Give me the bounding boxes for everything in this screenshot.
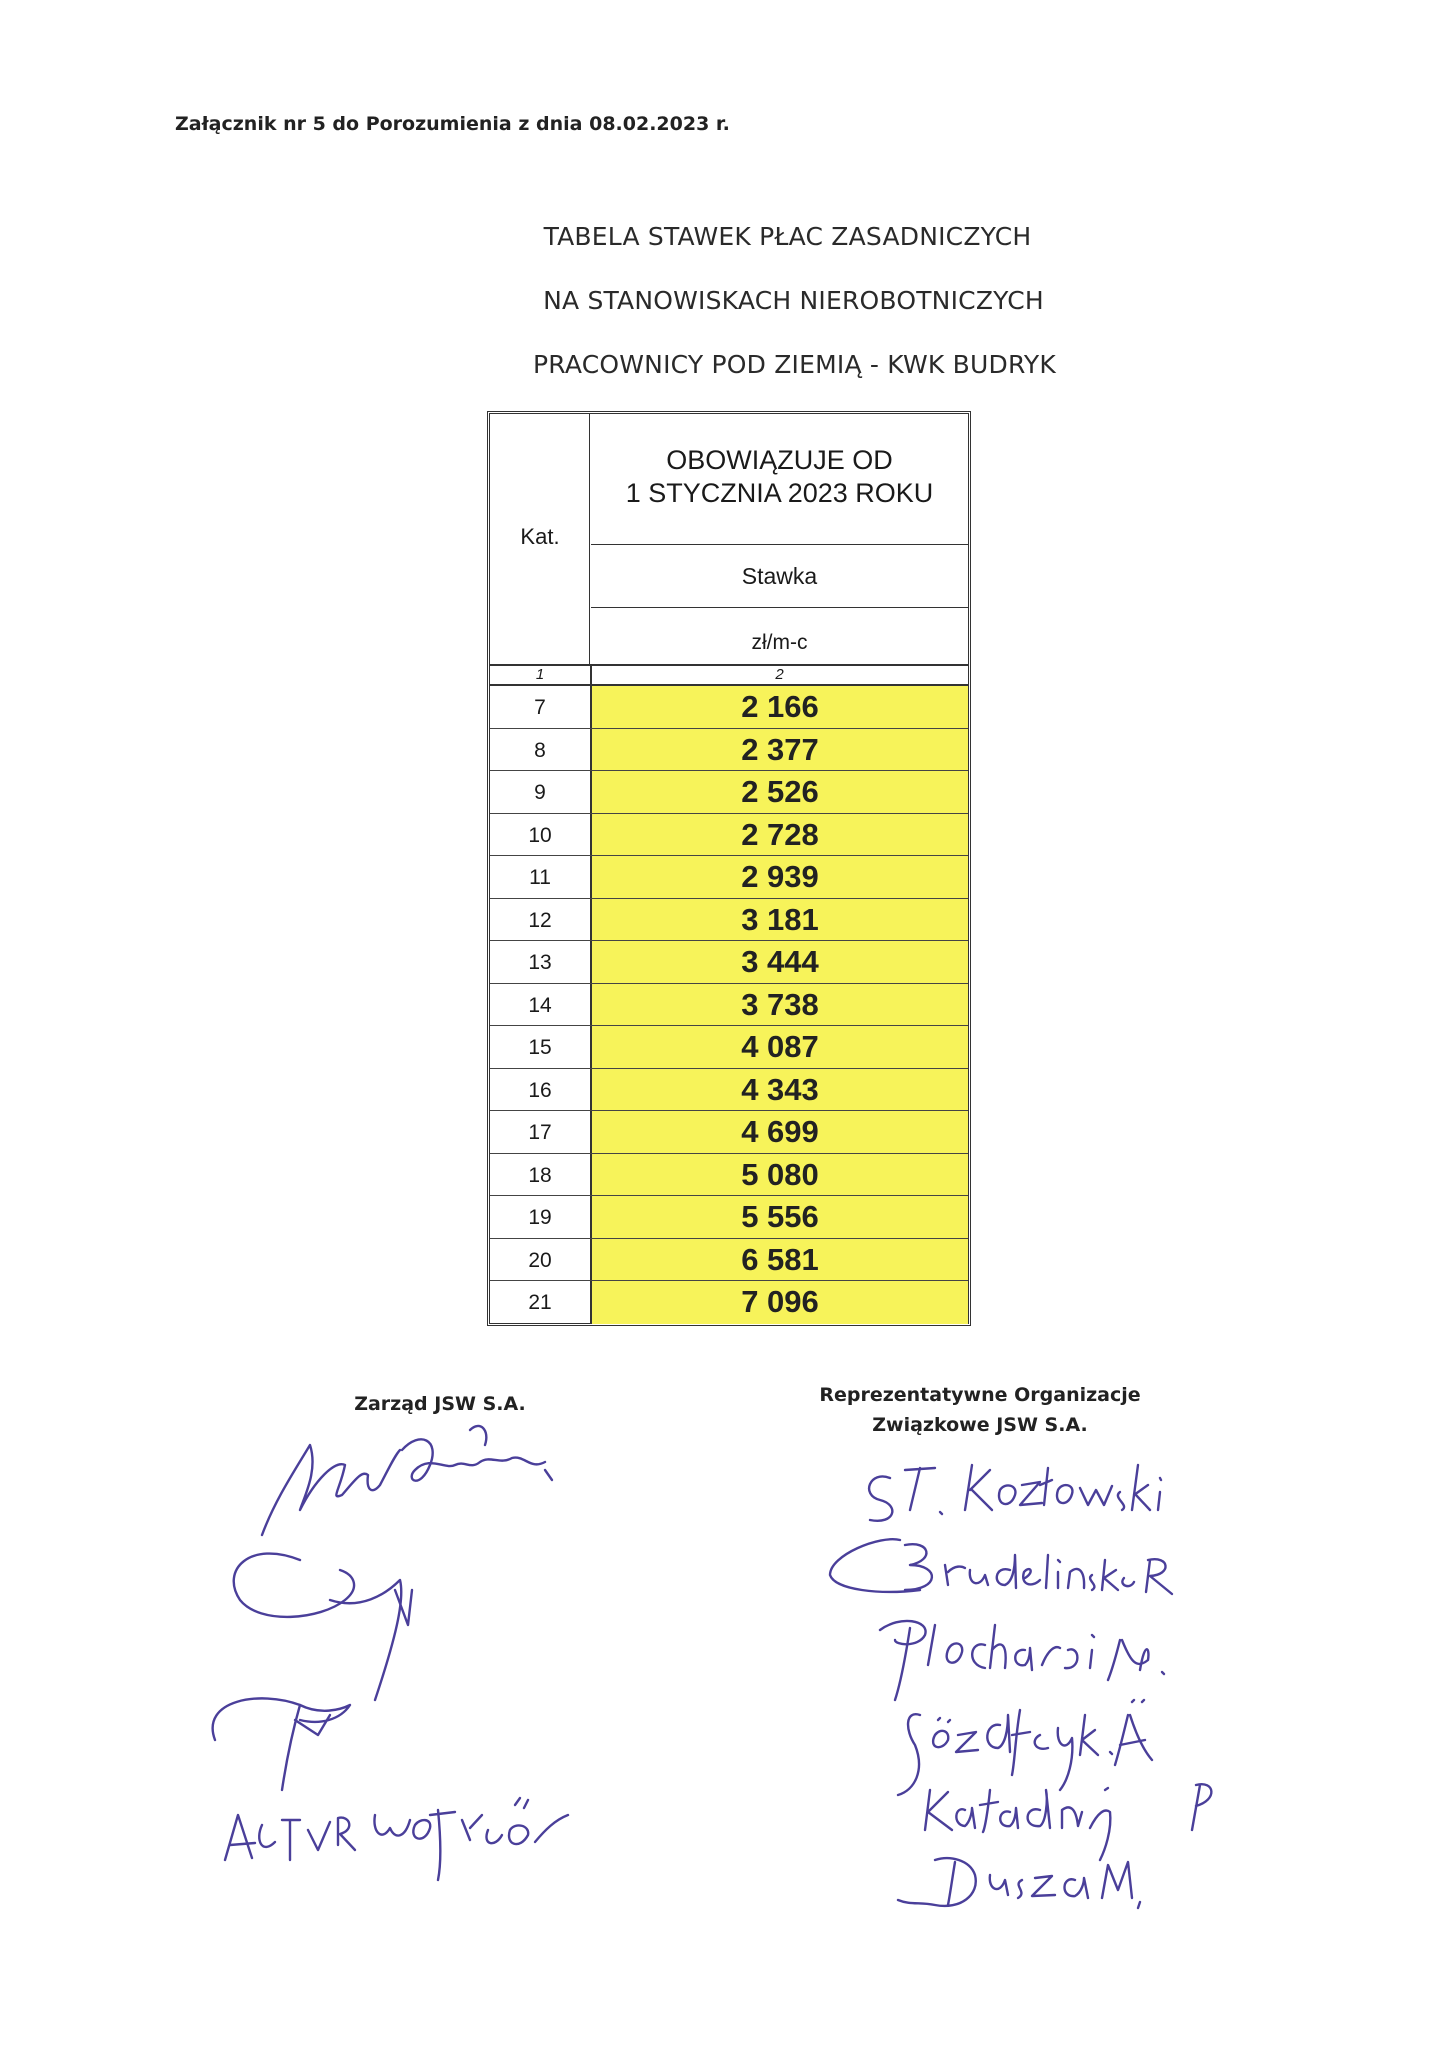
rate-cell: 4 343	[592, 1069, 968, 1111]
column-number-1: 1	[535, 666, 545, 683]
category-cell: 11	[490, 856, 592, 898]
title-line-3: PRACOWNICY POD ZIEMIĄ - KWK BUDRYK	[533, 350, 1056, 379]
category-cell: 7	[490, 686, 592, 728]
signature-management-1	[213, 1426, 552, 1790]
category-cell: 21	[490, 1281, 592, 1324]
header-validity-line-1: OBOWIĄZUJE OD	[666, 445, 893, 475]
category-cell: 14	[490, 984, 592, 1026]
rate-cell: 2 377	[592, 729, 968, 771]
category-cell: 20	[490, 1239, 592, 1281]
category-cell: 12	[490, 899, 592, 941]
rate-cell: 6 581	[592, 1239, 968, 1281]
category-cell: 19	[490, 1196, 592, 1238]
signature-management-2	[225, 1798, 568, 1880]
rate-cell: 2 166	[592, 686, 968, 728]
category-cell: 10	[490, 814, 592, 856]
rate-cell: 4 699	[592, 1111, 968, 1153]
category-cell: 13	[490, 941, 592, 983]
title-line-1: TABELA STAWEK PŁAC ZASADNICZYCH	[543, 222, 1032, 251]
signature-union-2	[830, 1539, 1172, 1594]
unions-label-line-2: Związkowe JSW S.A.	[872, 1414, 1088, 1436]
column-number-2: 2	[775, 666, 784, 683]
header-category-label: Kat.	[520, 524, 560, 549]
rate-cell: 4 087	[592, 1026, 968, 1068]
rate-cell: 2 728	[592, 814, 968, 856]
unions-label-line-1: Reprezentatywne Organizacje	[819, 1384, 1141, 1406]
rate-cell: 5 556	[592, 1196, 968, 1238]
annex-reference: Załącznik nr 5 do Porozumienia z dnia 08.02.2023 r.	[175, 113, 730, 135]
category-cell: 8	[490, 729, 592, 771]
category-cell: 15	[490, 1026, 592, 1068]
rate-cell: 2 939	[592, 856, 968, 898]
rate-cell: 5 080	[592, 1154, 968, 1196]
rate-cell: 7 096	[592, 1281, 968, 1324]
rate-cell: 2 526	[592, 771, 968, 813]
header-rate: Stawka	[591, 545, 968, 608]
category-cell: 17	[490, 1111, 592, 1153]
signature-union-1	[869, 1465, 1161, 1521]
category-cell: 16	[490, 1069, 592, 1111]
rate-cell: 3 444	[592, 941, 968, 983]
rate-cell: 3 738	[592, 984, 968, 1026]
signature-union-6	[898, 1858, 1140, 1908]
signature-union-5	[925, 1784, 1211, 1860]
signature-union-4	[898, 1700, 1152, 1795]
signature-union-3	[880, 1621, 1164, 1700]
category-cell: 9	[490, 771, 592, 813]
category-cell: 18	[490, 1154, 592, 1196]
header-validity-line-2: 1 STYCZNIA 2023 ROKU	[625, 478, 934, 508]
title-line-2: NA STANOWISKACH NIEROBOTNICZYCH	[543, 286, 1044, 315]
rate-cell: 3 181	[592, 899, 968, 941]
management-label: Zarząd JSW S.A.	[354, 1393, 526, 1415]
header-unit: zł/m-c	[751, 631, 808, 654]
